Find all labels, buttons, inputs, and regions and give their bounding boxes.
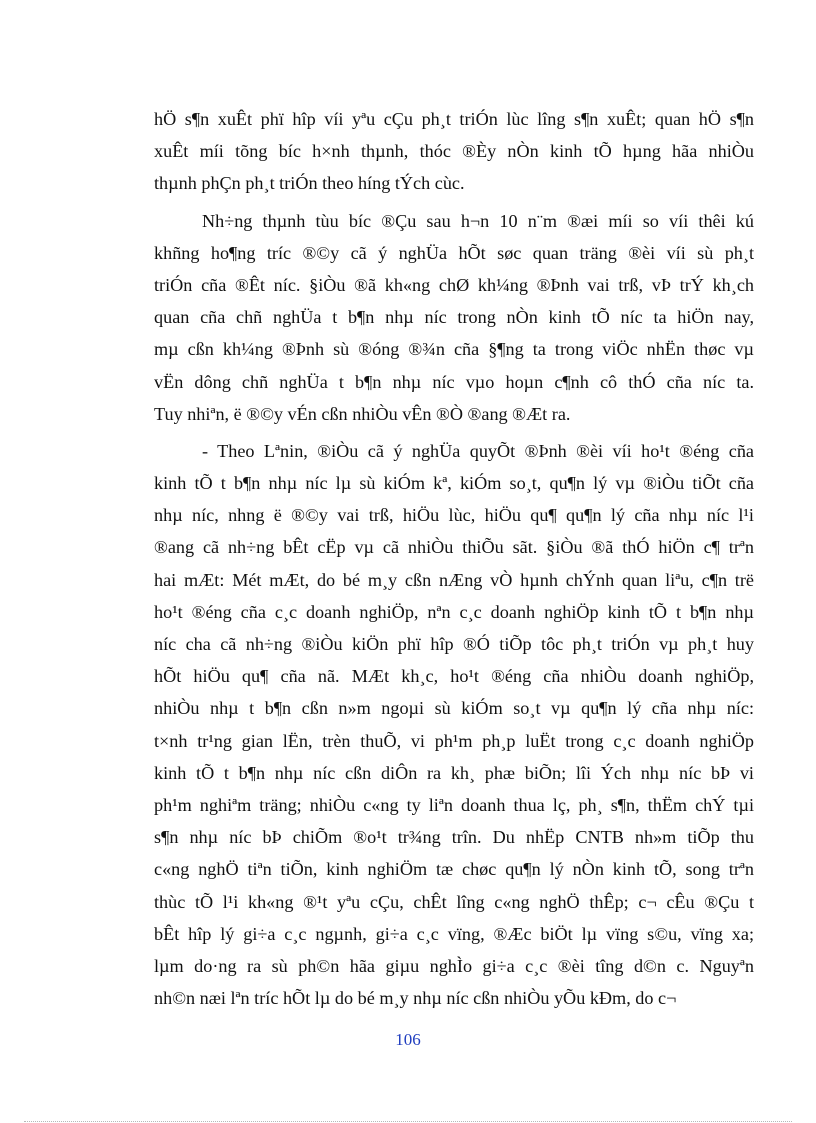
text-line: ®ang cã nh÷ng bÊt cËp vµ cã nhiÒu thiÕu sãt. §iÒu ®ã thÓ hiÖn c¶ trªn bbox=[154, 537, 754, 558]
text-line: nhiÒu nhµ t b¶n cßn n»m ngoµi sù kiÓm so¸t vµ qu¶n lý cña nhµ níc: bbox=[154, 698, 754, 719]
text-line: triÓn cña ®Êt níc. §iÒu ®ã kh«ng chØ kh¼ng ®Þnh vai trß, vÞ trÝ kh¸ch bbox=[154, 274, 754, 295]
text-line: c«ng nghÖ tiªn tiÕn, kinh nghiÖm tæ chøc qu¶n lý nÒn kinh tÕ, song trªn bbox=[154, 859, 754, 880]
text-line: bÊt hîp lý gi÷a c¸c ngµnh, gi÷a c¸c vïng, ®Æc biÖt lµ vïng s©u, vïng xa; bbox=[154, 923, 754, 944]
paragraph bbox=[154, 205, 754, 430]
text-line: - Theo Lªnin, ®iÒu cã ý nghÜa quyÕt ®Þnh ®èi víi ho¹t ®éng cña bbox=[202, 440, 754, 461]
text-line: nh©n næi lªn tríc hÕt lµ do bé m¸y nhµ níc cßn nhiÒu yÕu kÐm, do c¬ bbox=[154, 988, 677, 1009]
page-bottom-divider bbox=[24, 1121, 792, 1122]
page-number: 106 bbox=[395, 1030, 421, 1049]
text-line: kinh tÕ t b¶n nhµ níc cßn diÔn ra kh¸ phæ biÕn; lîi Ých nhµ níc bÞ vi bbox=[154, 762, 754, 783]
text-line: mµ cßn kh¼ng ®Þnh sù ®óng ®¾n cña §¶ng ta trong viÖc nhËn thøc vµ bbox=[154, 339, 754, 360]
text-line: lµm do·ng ra sù ph©n hãa giµu nghÌo gi÷a c¸c ®èi tîng d©n c. Nguyªn bbox=[154, 955, 754, 976]
text-line: hÕt hiÖu qu¶ cña nã. MÆt kh¸c, ho¹t ®éng cña nhiÒu doanh nghiÖp, bbox=[154, 666, 754, 687]
text-line: hÖ s¶n xuÊt phï hîp víi yªu cÇu ph¸t triÓn lùc lîng s¶n xuÊt; quan hÖ s¶n bbox=[154, 109, 754, 129]
text-line: hai mÆt: Mét mÆt, do bé m¸y cßn nÆng vÒ hµnh chÝnh quan liªu, c¶n trë bbox=[154, 569, 754, 590]
text-line: Nh÷ng thµnh tùu bíc ®Çu sau h¬n 10 n¨m ®æi míi so víi thêi kú bbox=[202, 210, 754, 231]
paragraph bbox=[154, 435, 754, 1014]
text-line: kinh tÕ t b¶n nhµ níc lµ sù kiÓm kª, kiÓm so¸t, qu¶n lý vµ ®iÒu tiÕt cña bbox=[154, 473, 754, 494]
text-line: Tuy nhiªn, ë ®©y vÉn cßn nhiÒu vÊn ®Ò ®ang ®Æt ra. bbox=[154, 403, 571, 424]
text-line: quan cña chñ nghÜa t b¶n nhµ níc trong nÒn kinh tÕ níc ta hiÖn nay, bbox=[154, 307, 754, 328]
text-line: nhµ níc, nhng ë ®©y vai trß, hiÖu lùc, hiÖu qu¶ qu¶n lý cña nhµ níc l¹i bbox=[154, 505, 754, 526]
text-line: khñng ho¶ng tríc ®©y cã ý nghÜa hÕt søc quan träng ®èi víi sù ph¸t bbox=[154, 242, 754, 263]
text-line: t×nh tr¹ng gian lËn, trèn thuÕ, vi ph¹m ph¸p luËt trong c¸c doanh nghiÖp bbox=[154, 730, 754, 751]
text-line: s¶n nhµ níc bÞ chiÕm ®o¹t tr¾ng trîn. Du nhËp CNTB nh»m tiÕp thu bbox=[154, 827, 754, 848]
text-line: níc cha cã nh÷ng ®iÒu kiÖn phï hîp ®Ó tiÕp tôc ph¸t triÓn vµ ph¸t huy bbox=[154, 634, 754, 654]
text-line: vËn dông chñ nghÜa t b¶n nhµ níc vµo hoµn c¶nh cô thÓ cña níc ta. bbox=[154, 371, 754, 392]
text-line: ph¹m nghiªm träng; nhiÒu c«ng ty liªn doanh thua lç, ph¸ s¶n, thËm chÝ tµi bbox=[154, 794, 754, 815]
text-line: xuÊt míi tõng bíc h×nh thµnh, thóc ®Èy nÒn kinh tÕ hµng hãa nhiÒu bbox=[154, 141, 754, 162]
text-line: ho¹t ®éng cña c¸c doanh nghiÖp, nªn c¸c doanh nghiÖp kinh tÕ t b¶n nhµ bbox=[154, 601, 754, 622]
text-line: thùc tÕ l¹i kh«ng ®¹t yªu cÇu, chÊt lîng c«ng nghÖ thÊp; c¬ cÊu ®Çu t bbox=[154, 891, 754, 912]
paragraph bbox=[154, 103, 754, 200]
text-line: thµnh phÇn ph¸t triÓn theo híng tÝch cùc. bbox=[154, 173, 465, 194]
body-text bbox=[154, 103, 754, 1014]
